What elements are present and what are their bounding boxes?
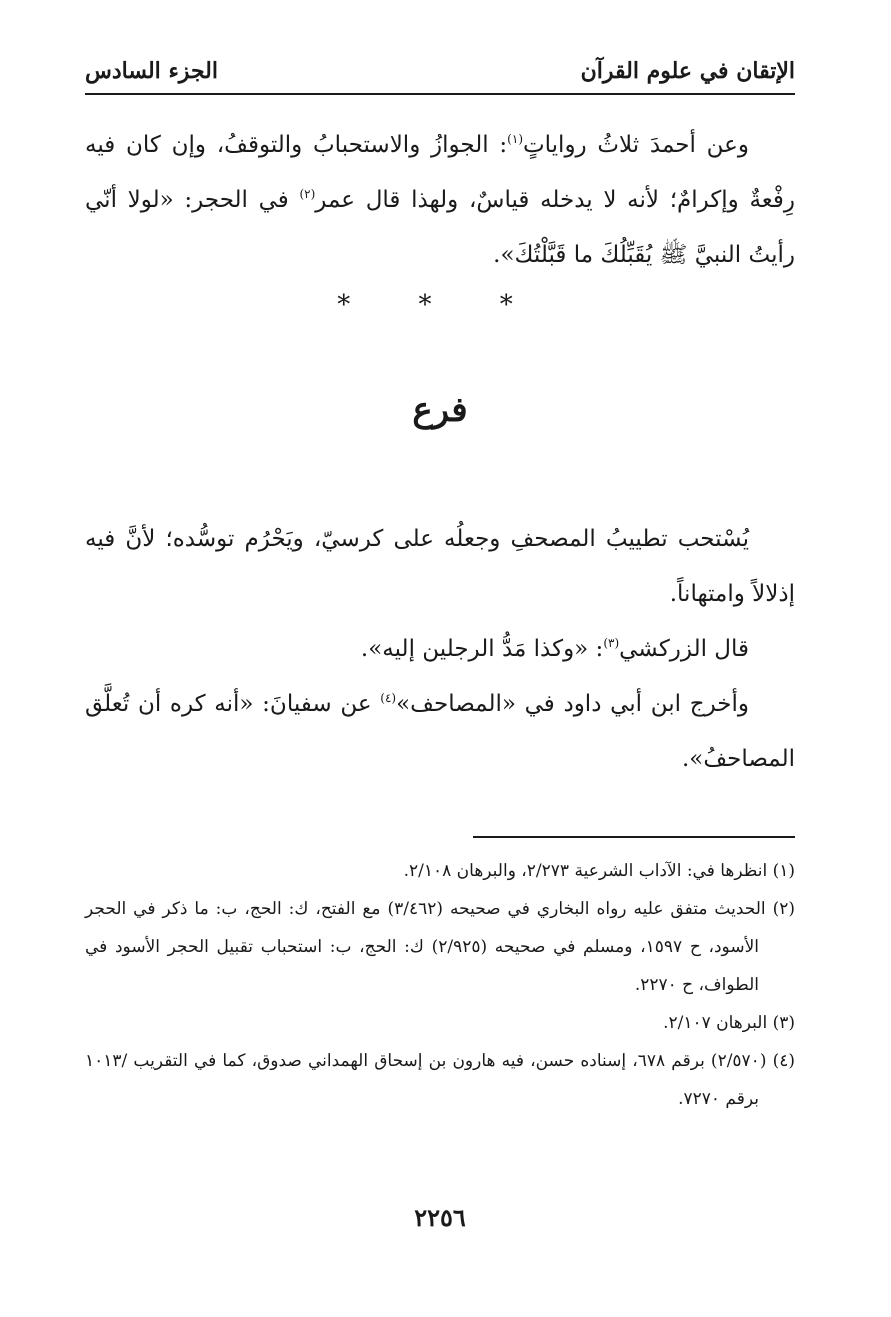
paragraph-2-part-2: : «وكذا مَدُّ الرجلين إليه». <box>360 636 604 662</box>
section-paragraph-3 <box>85 677 795 787</box>
volume-label: الجزء السادس <box>85 58 218 84</box>
book-title: الإتقان في علوم القرآن <box>580 58 795 84</box>
section-paragraph-1: يُسْتحب تطييبُ المصحفِ وجعلُه على كرسيّ، ويَحْرُم توسُّده؛ لأنَّ فيه إذلالاً وامتهاناً. <box>85 526 795 607</box>
footnotes <box>85 852 795 1118</box>
header-divider <box>85 93 795 95</box>
intro-part-3: في الحجر: «لولا أنّي رأيتُ النبيَّ ﷺ يُقَبِّلُكَ ما قَبَّلْتُكَ». <box>85 187 795 268</box>
paragraph-3-part-1: وأخرج ابن أبي داود في «المصاحف» <box>396 691 749 717</box>
paragraph-2-part-1: قال الزركشي <box>619 636 749 662</box>
footnote-4: (٤) (٢/٥٧٠) برقم ٦٧٨، إسناده حسن، فيه هارون بن إسحاق الهمداني صدوق، كما في التقريب /١٠١٣ برقم ٧٢٧٠. <box>85 1051 795 1109</box>
footnote-1: (١) انظرها في: الآداب الشرعية ٢/٢٧٣، والبرهان ٢/١٠٨. <box>403 861 795 881</box>
footnote-ref-2: (٢) <box>299 187 316 201</box>
footnote-2: (٢) الحديث متفق عليه رواه البخاري في صحيحه (٣/٤٦٢) مع الفتح، ك: الحج، ب: ما ذكر في الحجر الأسود، ح ١٥٩٧، ومسلم في صحيحه (٢/٩٢٥) ك: الحج، ب: استحباب تقبيل الحجر الأسود في الطواف، ح ٢٢٧٠. <box>85 899 795 995</box>
footnote-ref-1: (١) <box>507 132 523 146</box>
section-heading: فرع <box>412 390 468 430</box>
paragraph-3-part-2: عن سفيانَ: «أنه كره أن تُعلَّق المصاحفُ». <box>85 691 795 772</box>
section-separator: * * * <box>337 290 543 320</box>
intro-part-1: وعن أحمدَ ثلاثُ رواياتٍ <box>523 132 749 158</box>
section-text <box>85 512 795 787</box>
footnote-3: (٣) البرهان ٢/١٠٧. <box>663 1013 795 1033</box>
footnote-divider <box>473 836 795 838</box>
running-header <box>85 52 795 90</box>
intro-paragraph <box>85 118 795 283</box>
intro-part-2: : الجوازُ والاستحبابُ والتوقفُ، وإن كان فيه رِفْعةٌ وإكرامٌ؛ لأنه لا يدخله قياسٌ، ولهذا قال عمر <box>85 132 796 213</box>
footnote-ref-3: (٣) <box>603 636 620 650</box>
page-number: ٢٢٥٦ <box>414 1203 466 1232</box>
section-paragraph-2 <box>85 622 795 677</box>
intro-text <box>85 118 795 283</box>
footnote-ref-4: (٤) <box>380 691 397 705</box>
